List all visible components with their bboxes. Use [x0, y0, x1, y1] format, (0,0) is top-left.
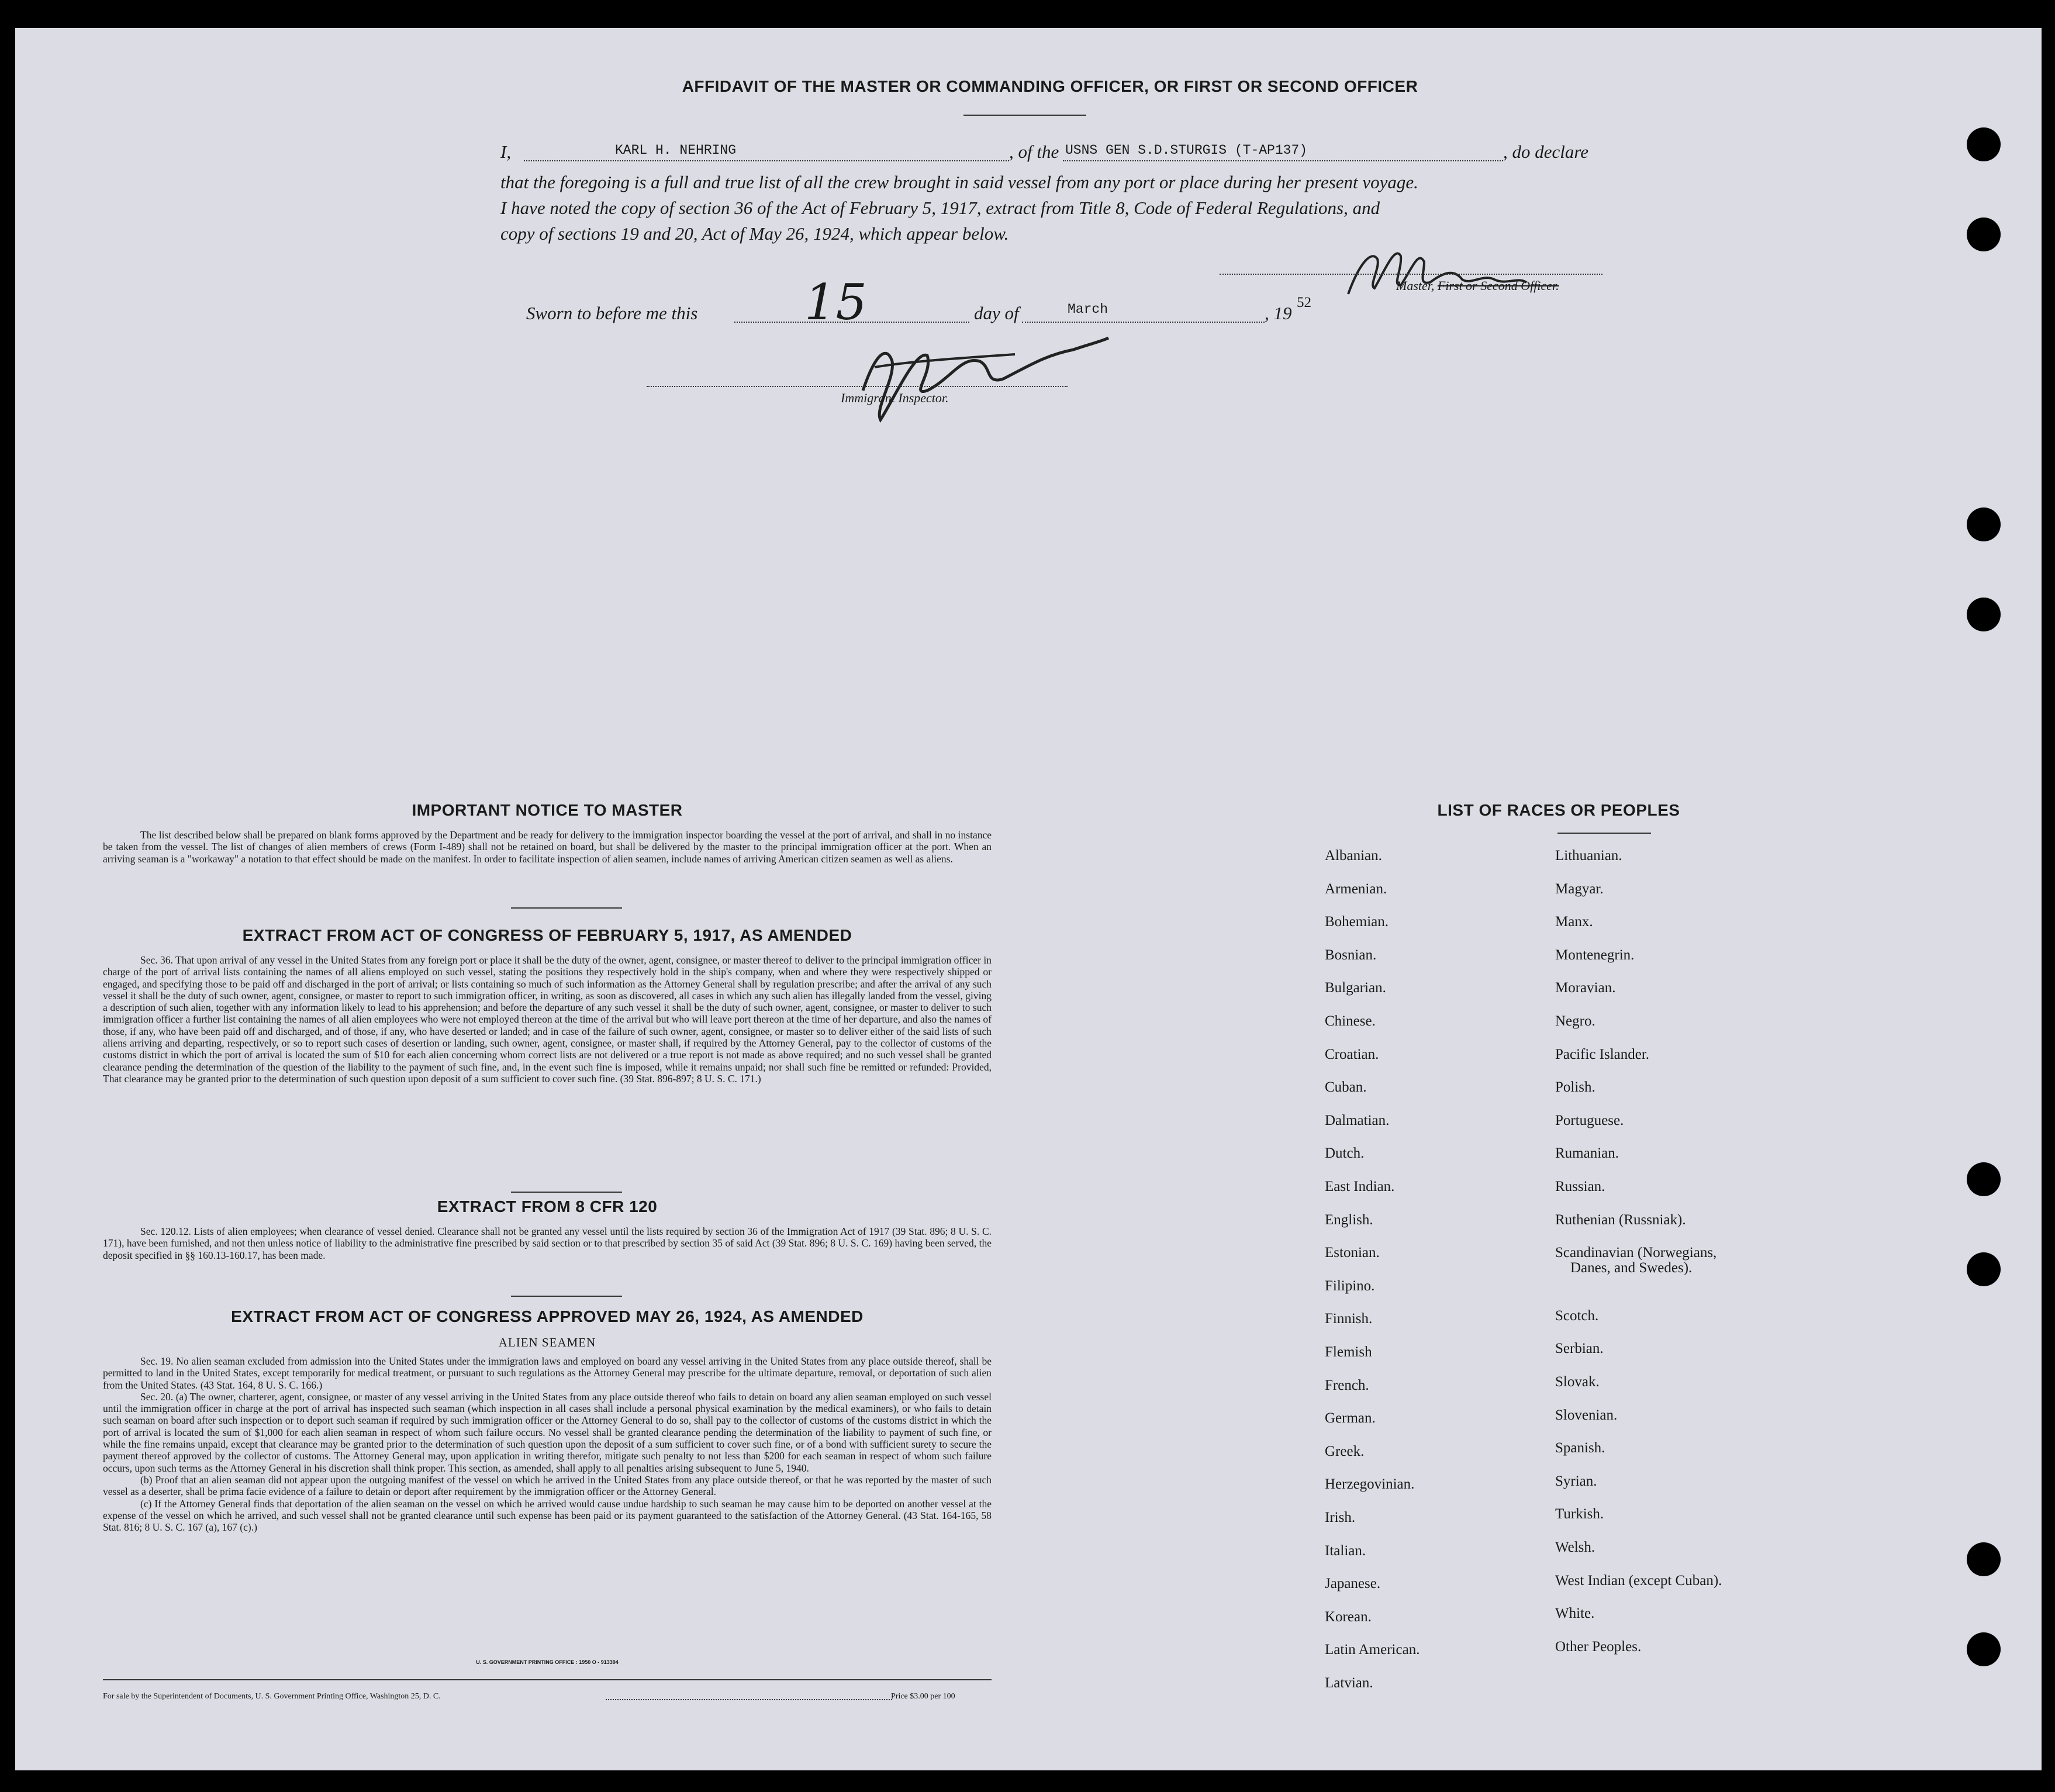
race-item: English. [1325, 1211, 1373, 1228]
of-the-label: , of the [1009, 141, 1059, 162]
race-item: Finnish. [1325, 1311, 1373, 1327]
extract-1917-title: EXTRACT FROM ACT OF CONGRESS OF FEBRUARY 5, 1917, AS AMENDED [242, 926, 852, 944]
master-signature-line [1220, 274, 1602, 275]
vessel-line [1063, 160, 1503, 161]
sec-19-paragraph: Sec. 19. No alien seaman excluded from admission into the United States under the immigration laws and employed on board any vessel arriving in the United States from any place outside thereof, shall be permitted to land in the United States, except temporarily for medical treatment, or pursuant to such regulations as the Attorney General may prescribe for the ultimate departure, removal, or deportation of such alien from the United States. (43 Stat. 164, 8 U. S. C. 166.) [103, 1355, 992, 1391]
notice-body: The list described below shall be prepared on blank forms approved by the Department and be ready for delivery to the immigration inspector boarding the vessel at the port of arrival, and shall in no instance be taken from the vessel. The list of changes of alien members of crews (Form I-489) shall not be retained on board, but shall be delivered by the master to the principal immigration officer at the port. When an arriving seaman is a "workaway" a notation to that effect should be made on the manifest. In order to facilitate inspection of alien seamen, include names of arriving American citizen seamen as well as aliens. [103, 829, 992, 865]
race-item: Spanish. [1555, 1440, 1605, 1456]
punch-hole [1967, 127, 2001, 161]
punch-hole [1967, 1162, 2001, 1196]
race-item: Moravian. [1555, 980, 1616, 996]
race-item: Polish. [1555, 1079, 1595, 1096]
name-line [524, 160, 1009, 161]
races-title: LIST OF RACES OR PEOPLES [1437, 801, 1680, 819]
punch-hole [1967, 217, 2001, 251]
race-item: Estonian. [1325, 1245, 1380, 1261]
master-caption [1396, 278, 1559, 294]
race-item: Turkish. [1555, 1506, 1604, 1522]
sale-notice: For sale by the Superintendent of Documents, U. S. Government Printing Office, Washington 25, D. C. [103, 1692, 441, 1701]
affidavit-i-label: I, [500, 141, 512, 162]
sec-20b-paragraph: (b) Proof that an alien seaman did not appear upon the outgoing manifest of the vessel on which he arrived in the United States from any place outside thereof, or that he was reported by the master of such vessel as a deserter, shall be prima facie evidence of a failure to detain or deport after requirement by the immigration officer or the Attorney General. [103, 1473, 992, 1498]
gpo-imprint: U. S. GOVERNMENT PRINTING OFFICE : 1950 O - 913394 [476, 1659, 619, 1665]
affidavit-line-2: that the foregoing is a full and true list of all the crew brought in said vessel from any port or place during her present voyage. [500, 172, 1418, 192]
title-underline [963, 115, 1086, 116]
race-item: West Indian (except Cuban). [1555, 1572, 1722, 1589]
race-item: Greek. [1325, 1443, 1365, 1459]
race-item: Pacific Islander. [1555, 1046, 1650, 1062]
inspector-signature-line [647, 386, 1068, 387]
race-item: Other Peoples. [1555, 1638, 1642, 1655]
race-item: Filipino. [1325, 1277, 1375, 1294]
extract-cfr-title: EXTRACT FROM 8 CFR 120 [437, 1197, 658, 1216]
race-item: Serbian. [1555, 1341, 1604, 1357]
race-item: White. [1555, 1605, 1595, 1622]
race-item: Montenegrin. [1555, 947, 1635, 963]
punch-hole [1967, 1252, 2001, 1286]
race-item: Welsh. [1555, 1539, 1595, 1555]
section-divider [511, 907, 622, 909]
sec-20a-paragraph: Sec. 20. (a) The owner, charterer, agent, consignee, or master of any vessel arriving in the United States from any place outside thereof who fails to detain on board any alien seaman employed on such vessel until the immigration officer in charge at the port of arrival has inspected such seaman (which inspection in all cases shall include a personal physical examination by the medical examiners), or who fails to detain such seaman on board after such inspection or to deport such seaman if required by such immigration officer or the Attorney General to do so, shall pay to the collector of customs of the customs district in which the port of arrival is located the sum of $1,000 for each alien seaman in respect of whom such failure occurs. No vessel shall be granted clearance pending the determination of the liability to payment of such fine, or while the fine remains unpaid, except that clearance may be granted prior to the determination of such question upon the deposit of a sum sufficient to cover such fine, or of a bond with sufficient surety to secure the payment thereof approved by the collector of customs. The Attorney General may, upon application in writing therefor, mitigate such penalty to not less than $200 for each seaman in respect of whom such failure occurs, upon such terms as the Attorney General in his discretion shall think proper. This section, as amended, shall apply to all penalties arising subsequent to June 5, 1940. [103, 1390, 992, 1474]
master-caption-label: Master, [1396, 278, 1435, 293]
struck-officer-caption: First or Second Officer. [1437, 278, 1559, 293]
race-item: Russian. [1555, 1179, 1605, 1194]
affidavit-line-3: I have noted the copy of section 36 of the Act of February 5, 1917, extract from Title 8, Code of Federal Regulations, and [500, 198, 1380, 218]
race-item: Scotch. [1555, 1307, 1599, 1324]
race-item: German. [1325, 1410, 1376, 1427]
section-divider [511, 1192, 622, 1193]
extract-1924-body [103, 1355, 992, 1533]
race-item: Manx. [1555, 914, 1593, 930]
sale-leader [606, 1699, 892, 1700]
race-item: Latvian. [1325, 1675, 1373, 1691]
race-item: Armenian. [1325, 881, 1387, 897]
race-item: Herzegovinian. [1325, 1476, 1415, 1493]
master-name: KARL H. NEHRING [615, 143, 737, 158]
footer-rule [103, 1679, 992, 1680]
race-item: Syrian. [1555, 1473, 1597, 1489]
day-value: 15 [804, 274, 867, 331]
race-item: Latin American. [1325, 1642, 1420, 1658]
extract-1924-subtitle: ALIEN SEAMEN [498, 1335, 596, 1349]
race-item: Dutch. [1325, 1145, 1365, 1162]
punch-hole [1967, 1542, 2001, 1576]
punch-hole [1967, 1632, 2001, 1666]
notice-title: IMPORTANT NOTICE TO MASTER [412, 801, 683, 819]
year-value: 52 [1297, 295, 1311, 310]
race-item: East Indian. [1325, 1179, 1395, 1194]
races-title-underline [1557, 833, 1651, 834]
month-value: March [1068, 302, 1108, 317]
race-item: Slovak. [1555, 1373, 1600, 1390]
race-item: Japanese. [1325, 1576, 1381, 1592]
sec-20c-paragraph: (c) If the Attorney General finds that deportation of the alien seaman on the vessel on which he arrived would cause undue hardship to such seaman he may cause him to be deported on another vessel at the expense of the vessel on which he arrived, and such vessel shall not be granted clearance until such expense has been paid or its payment guaranteed to the satisfaction of the Attorney General. (43 Stat. 164-165, 58 Stat. 816; 8 U. S. C. 167 (a), 167 (c).) [103, 1497, 992, 1534]
race-item: Flemish [1325, 1344, 1372, 1360]
extract-cfr-body: Sec. 120.12. Lists of alien employees; when clearance of vessel denied. Clearance shall not be granted any vessel until the lists required by section 36 of the Immigration Act of 1917 (39 Stat. 896; 8 U. S. C. 171), have been furnished, and not then unless notice of liability to the administrative fine prescribed by said section or to that prescribed by section 35 of said Act (39 Stat. 896; 8 U. S. C. 169) having been served, the deposit specified in §§ 160.13-160.17, has been made. [103, 1225, 992, 1261]
race-item: Danes, and Swedes). [1570, 1259, 1693, 1276]
section-divider [511, 1296, 622, 1297]
extract-1924-title: EXTRACT FROM ACT OF CONGRESS APPROVED MAY 26, 1924, AS AMENDED [231, 1307, 864, 1325]
race-item: Magyar. [1555, 881, 1604, 897]
race-item: Scandinavian (Norwegians, [1555, 1245, 1717, 1261]
affidavit-line-4: copy of sections 19 and 20, Act of May 26, 1924, which appear below. [500, 223, 1009, 244]
race-item: Bosnian. [1325, 947, 1377, 963]
race-item: Korean. [1325, 1608, 1372, 1625]
race-item: Italian. [1325, 1542, 1366, 1559]
form-page [15, 28, 2042, 1770]
race-item: Bulgarian. [1325, 980, 1386, 996]
race-item: Ruthenian (Russniak). [1555, 1211, 1686, 1228]
do-declare-label: , do declare [1503, 141, 1589, 162]
race-item: Albanian. [1325, 848, 1382, 864]
race-item: Rumanian. [1555, 1145, 1619, 1162]
race-item: French. [1325, 1377, 1369, 1393]
inspector-signature [840, 320, 1114, 431]
race-item: Slovenian. [1555, 1407, 1618, 1423]
year-prefix: , 19 [1265, 303, 1292, 323]
sworn-label: Sworn to before me this [526, 303, 698, 323]
vessel-name: USNS GEN S.D.STURGIS (T-AP137) [1065, 143, 1308, 158]
race-item: Cuban. [1325, 1079, 1367, 1096]
inspector-caption: Immigrant Inspector. [841, 391, 949, 405]
punch-hole [1967, 507, 2001, 541]
race-item: Portuguese. [1555, 1112, 1624, 1128]
race-item: Bohemian. [1325, 914, 1389, 930]
punch-hole [1967, 598, 2001, 631]
price: Price $3.00 per 100 [891, 1692, 955, 1701]
race-item: Dalmatian. [1325, 1112, 1390, 1128]
race-item: Lithuanian. [1555, 848, 1622, 864]
extract-1917-body: Sec. 36. That upon arrival of any vessel in the United States from any foreign port or place it shall be the duty of the owner, agent, consignee, or master thereof to deliver to the principal immigration officer in charge of the port of arrival lists containing the names of all aliens employed on such vessel, stating the positions they respectively hold in the ship's company, when and where they were respectively shipped or engaged, and specifying those to be paid off and discharged in the port of arrival; or lists containing so much of such information as the Attorney General shall by regulation prescribe; and after the arrival of any such vessel it shall be the duty of such owner, agent, consignee, or master to report to such immigration officer, in writing, as soon as discovered, all cases in which any such alien has illegally landed from the vessel, giving a description of such alien, together with any information likely to lead to his apprehension; and before the departure of any such vessel it shall be the duty of such owner, agent, consignee, or master to deliver to such immigration officer a further list containing the names of all alien employees who were not employed thereon at the time of the arrival but who will leave port thereon at the time of her departure, and also the names of those, if any, who have been paid off and discharged, and of those, if any, who have deserted or landed; and in case of the failure of such owner, agent, consignee, or master so to deliver either of the said lists of such aliens arriving and departing, respectively, or so to report such cases of desertion or landing, such owner, agent, consignee, or master shall, if required by the Attorney General, pay to the collector of customs of the customs district in which the port of arrival is located the sum of $10 for each alien concerning whom correct lists are not delivered or a true report is not made as above required; and no such vessel shall be granted clearance pending the determination of the question of the liability to the payment of such fine, and, in the event such fine is imposed, while it remains unpaid; nor shall such fine be remitted or refunded: Provided, That clearance may be granted prior to the determination of such question upon deposit of a sum sufficient to cover such fine. (39 Stat. 896-897; 8 U. S. C. 171.) [103, 954, 992, 1085]
race-item: Chinese. [1325, 1013, 1376, 1029]
race-item: Irish. [1325, 1510, 1356, 1525]
day-of-label: day of [974, 303, 1019, 323]
race-item: Croatian. [1325, 1046, 1379, 1062]
affidavit-title: AFFIDAVIT OF THE MASTER OR COMMANDING OFFICER, OR FIRST OR SECOND OFFICER [682, 77, 1418, 95]
race-item: Negro. [1555, 1013, 1595, 1029]
